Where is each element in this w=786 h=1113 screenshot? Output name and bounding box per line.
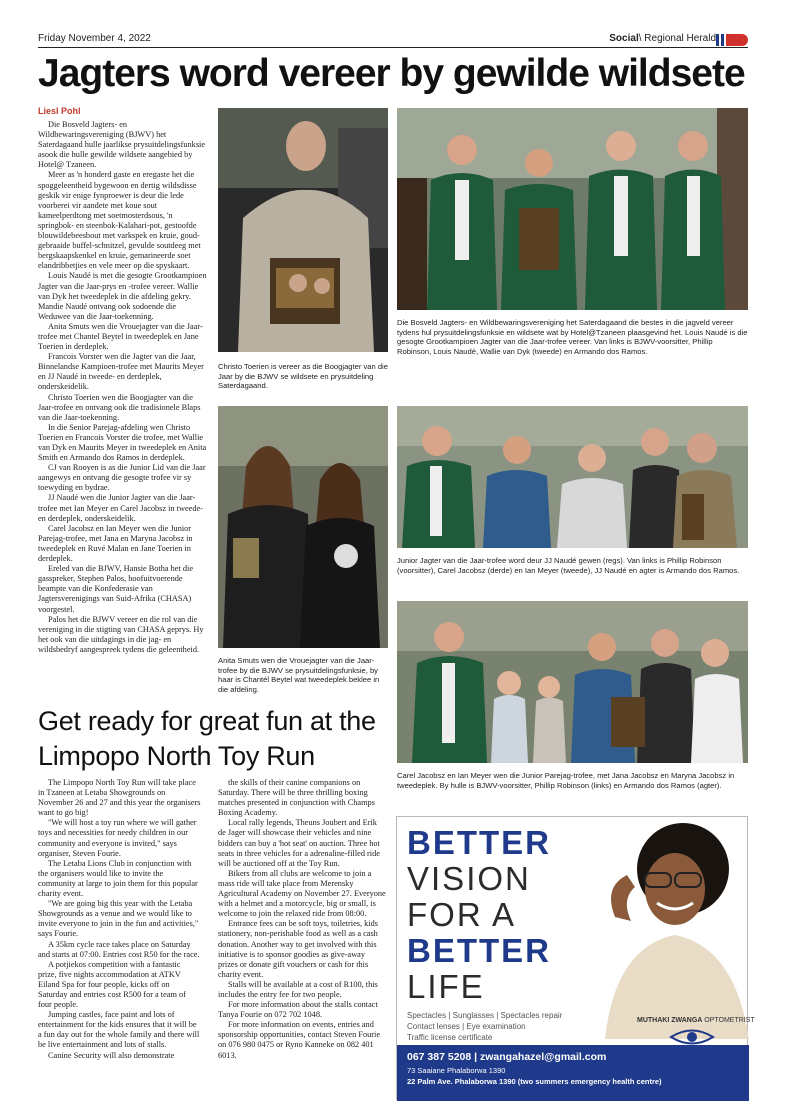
caption-photo3: Anita Smuts wen die Vrouejagter van die Jaar-trofee by die BJWV se prysuitdelingsfunksie, by haar is Chantél Beytel wat tweedeplek beklee in die afdeling. — [218, 656, 380, 694]
paragraph: the skills of their canine companions on Saturday. There will be three thrilling boxing matches presented in conjunction with Champs Boxing Academy. — [218, 778, 375, 818]
paragraph: Carel Jacobsz en Ian Meyer wen die Junior Parejag-trofee, met Jana en Maryna Jacobsz in tweedeplek en Ruvé Malan en Jane Toerien in derdeplek. — [38, 523, 193, 564]
ad-brand — [637, 1017, 755, 1024]
paragraph: Meer as 'n honderd gaste en eregaste het die spoggeleentheid bygewoon en dertig wildsdisse geskik vir enige fynproewer is deur die lede voorberei vir aandete met koue sout kameelperdtong met soetmosterdsous, 'n springbok- en steenbok-Kalahari-pot, gestoofde blouwildebeesbout met varkspek en kruie, goud-gebraaide buffel-schnitzel, gevulde soutdeeg met bergskaapskenkel en kruie, gemarineerde soet elandribbetjies en vele meer op die spyskaart. — [38, 170, 201, 271]
photo-junior-hunter — [397, 406, 748, 548]
paragraph: In die Senior Parejag-afdeling wen Christo Toerien en Francois Vorster die trofee, met Wallie van Dyk en Maurits Meyer in tweedeplek en Anita Smith en Armando dos Ramos in derdeplek. — [38, 422, 207, 463]
paragraph: Entrance fees can be soft toys, toiletries, kids stationery, non-perishable food as well as a cash donation. Another way to get involved with this initiative is to sponsor goodies as give-away prizes or donate gift vouchers or cash for this charity event. — [218, 919, 378, 979]
publication-name: \ Regional Herald — [638, 33, 716, 44]
header-rule — [38, 47, 748, 48]
article2-column2 — [218, 778, 386, 1104]
photo-archer — [218, 108, 388, 352]
caption-photo1: Christo Toerien is vereer as die Boogjagter van die Jaar by die BJWV se wildsete en prysuitdeling Saterdagaand. — [218, 362, 388, 391]
article-headline: Jagters word vereer by gewilde wildsete — [38, 52, 745, 95]
caption-photo2: Die Bosveld Jagters- en Wildbewaringsvereniging het Saterdagaand die bestes in die jagveld vereer tydens hul prysuitdelingsfunksie en wildsete wat by Hotel@Tzaneen plaasgevind het. Louis Naudé is die gesogte Grootkampioen Jagter van die Jaar-trofee vereer. Van links is BJWV-voorsitter, Phillip Robinson, Louis Naudé, Wallie van Dyk (tweede) en Armando dos Ramos. — [397, 318, 748, 356]
article2-headline: Get ready for great fun at the Limpopo North Toy Run — [38, 706, 376, 771]
ad-headline-life: LIFE — [407, 968, 485, 1005]
photo-junior-pairs — [397, 601, 748, 763]
paragraph: A 35km cycle race takes place on Saturday and starts at 07:00. Entries cost R50 for the race. — [38, 939, 200, 959]
paragraph: CJ van Rooyen is as die Junior Lid van die Jaar aangewys en ontvang die gesogte trofee vir sy toewyding en bydrae. — [38, 463, 206, 493]
paragraph: Bikers from all clubs are welcome to join a mass ride will take place from Merensky Agricultural Academy on November 27. Everyone with a helmet and a motorcycle, big or small, is welcome to join the relaxed ride from 08:00. — [218, 868, 386, 919]
paragraph: For more information on events, entries and sponsorship opportunities, contact Steven Fourie on 076 980 0475 or Ryno Kanneke on 082 401 6013. — [218, 1020, 380, 1060]
paragraph: "We are going big this year with the Letaba Showgrounds as a venue and we would like to invite everyone to join in the fun and activities," says Fourie. — [38, 899, 199, 939]
paragraph: Local rally legends, Theuns Joubert and Erik de Jager will showcase their vehicles and nine bidders can buy a 'hot seat' on auction. Three hot seats in three vehicles for a adrenaline-filled ride will be auctioned off at the Toy Run. — [218, 818, 380, 868]
ad-brand-title: OPTOMETRIST — [702, 1017, 755, 1024]
article2-column1 — [38, 778, 201, 1104]
ad-services-line3: Traffic license certificate — [407, 1033, 493, 1042]
ad-contact[interactable]: 067 387 5208 | zwangahazel@gmail.com — [407, 1051, 607, 1063]
paragraph: The Letaba Lions Club in conjunction with the organisers would like to invite the community at large to join them for this popular charity event. — [38, 858, 198, 899]
ad-model-photo — [575, 817, 749, 1039]
article-body — [38, 120, 210, 688]
paragraph: Stalls will be available at a cost of R100, this includes the entry fee for two people. — [218, 979, 378, 999]
paragraph: Francois Vorster wen die Jagter van die Jaar, Binnelandse Kampioen-trofee met Maurits Meyer en JJ Naudé in tweede- en derdeplek, onderskeidelik. — [38, 352, 204, 392]
section-name: Social — [609, 33, 639, 44]
ad-services-line1: Spectacles | Sunglasses | Spectacles repair — [407, 1011, 563, 1020]
ad-services-line2: Contact lenses | Eye examination — [407, 1022, 526, 1031]
paragraph: Jumping castles, face paint and lots of entertainment for the kids ensures that it will be a fun day out for the whole family and there will be live entertainment and lots of stalls. — [38, 1010, 200, 1050]
issue-date: Friday November 4, 2022 — [38, 33, 151, 44]
paragraph: Die Bosveld Jagters- en Wildbewaringsvereniging (BJWV) het Saterdagaand hulle jaarlikse prysuitdelingsfunksie asook die hulle gewilde wildsete aangebied by Hotel@ Tzaneen. — [38, 120, 206, 170]
caption-photo4: Junior Jagter van die Jaar-trofee word deur JJ Naudé gewen (regs). Van links is Phillip Robinson (voorsitter), Carel Jacobsz (derde) en Ian Meyer (tweede), JJ Naudé en agter is Armando dos Ramos. — [397, 556, 740, 575]
paragraph: For more information about the stalls contact Tanya Fourie on 072 702 1048. — [218, 1000, 378, 1020]
header-color-bars — [716, 34, 748, 46]
photo-women-hunters — [218, 406, 388, 648]
ad-headline-for-a: FOR A — [407, 896, 517, 933]
photo-group-main — [397, 108, 748, 310]
paragraph: Canine Security will also demonstrate — [48, 1050, 175, 1060]
caption-photo5: Carel Jacobsz en Ian Meyer wen die Junior Parejag-trofee, met Jana Jacobsz en Maryna Jacobsz in tweedeplek. By hulle is BJWV-voorsitter, Phillip Robinson (links) en Armando dos Ramos (agter). — [397, 771, 735, 790]
ad-headline-better-2: BETTER — [407, 932, 551, 969]
paragraph: Ereled van die BJWV, Hansie Botha het die gasspreker, Stephen Palos, hoofuitvoerende beampte van die Konfederasie van Jagtersverenigings van Suid-Afrika (CHASA) voorgestel. — [38, 564, 194, 614]
paragraph: JJ Naudé wen die Junior Jagter van die Jaar-trofee met Ian Meyer en Carel Jacobsz in tweede- en derdeplek, onderskeidelik. — [38, 493, 203, 523]
paragraph: Palos het die BJWV vereer en die rol van die vereniging in die stigting van CHASA geprys. Hy het ook van die uitdagings in die jag- en wildsbedryf aangespreek tydens die geleentheid. — [38, 614, 204, 654]
ad-contact-bar — [397, 1045, 749, 1101]
paragraph: "We will host a toy run where we will gather toys and necessities for needy children in our community and everyone is invited," says organiser, Steven Fourie. — [38, 818, 197, 858]
byline: Liesl Pohl — [38, 106, 81, 116]
ad-brand-name: MUTHAKI ZWANGA — [637, 1017, 703, 1024]
paragraph: Christo Toerien wen die Boogjagter van die Jaar-trofee en ontvang ook die tradisionele Blaps van die Jaar-toekenning. — [38, 392, 201, 422]
paragraph: A potjiekos competition with a fantastic prize, five nights accommodation at ATKV Eiland Spa for four people, kicks off on Saturday and entries cost R500 for a team of four people. — [38, 959, 186, 1010]
ad-headline-vision: VISION — [407, 860, 531, 897]
paragraph: Anita Smuts wen die Vrouejagter van die Jaar-trofee met Chantel Beytel in tweedeplek en Jane Toerien in derdeplek. — [38, 321, 203, 352]
optometrist-advertisement[interactable] — [396, 816, 755, 1100]
ad-address1: 73 Saaiane Phalaborwa 1390 — [407, 1066, 506, 1075]
ad-headline-better: BETTER — [407, 824, 551, 861]
paragraph: The Limpopo North Toy Run will take place in Tzaneen at Letaba Showgrounds on November 26 and 27 and this year the organisers want to go big! — [38, 778, 201, 818]
section-label — [609, 33, 716, 44]
paragraph: Louis Naudé is met die gesogte Grootkampioen Jagter van die Jaar-prys en -trofee vereer. Wallie van Dyk het tweedeplek in die afdeling gekry. Mandie Naudé ontvang ook sodoende die Weduwee van die Jaar-toekenning. — [38, 271, 207, 321]
ad-address2: 22 Palm Ave. Phalaborwa 1390 (two summers emergency health centre) — [407, 1077, 662, 1086]
